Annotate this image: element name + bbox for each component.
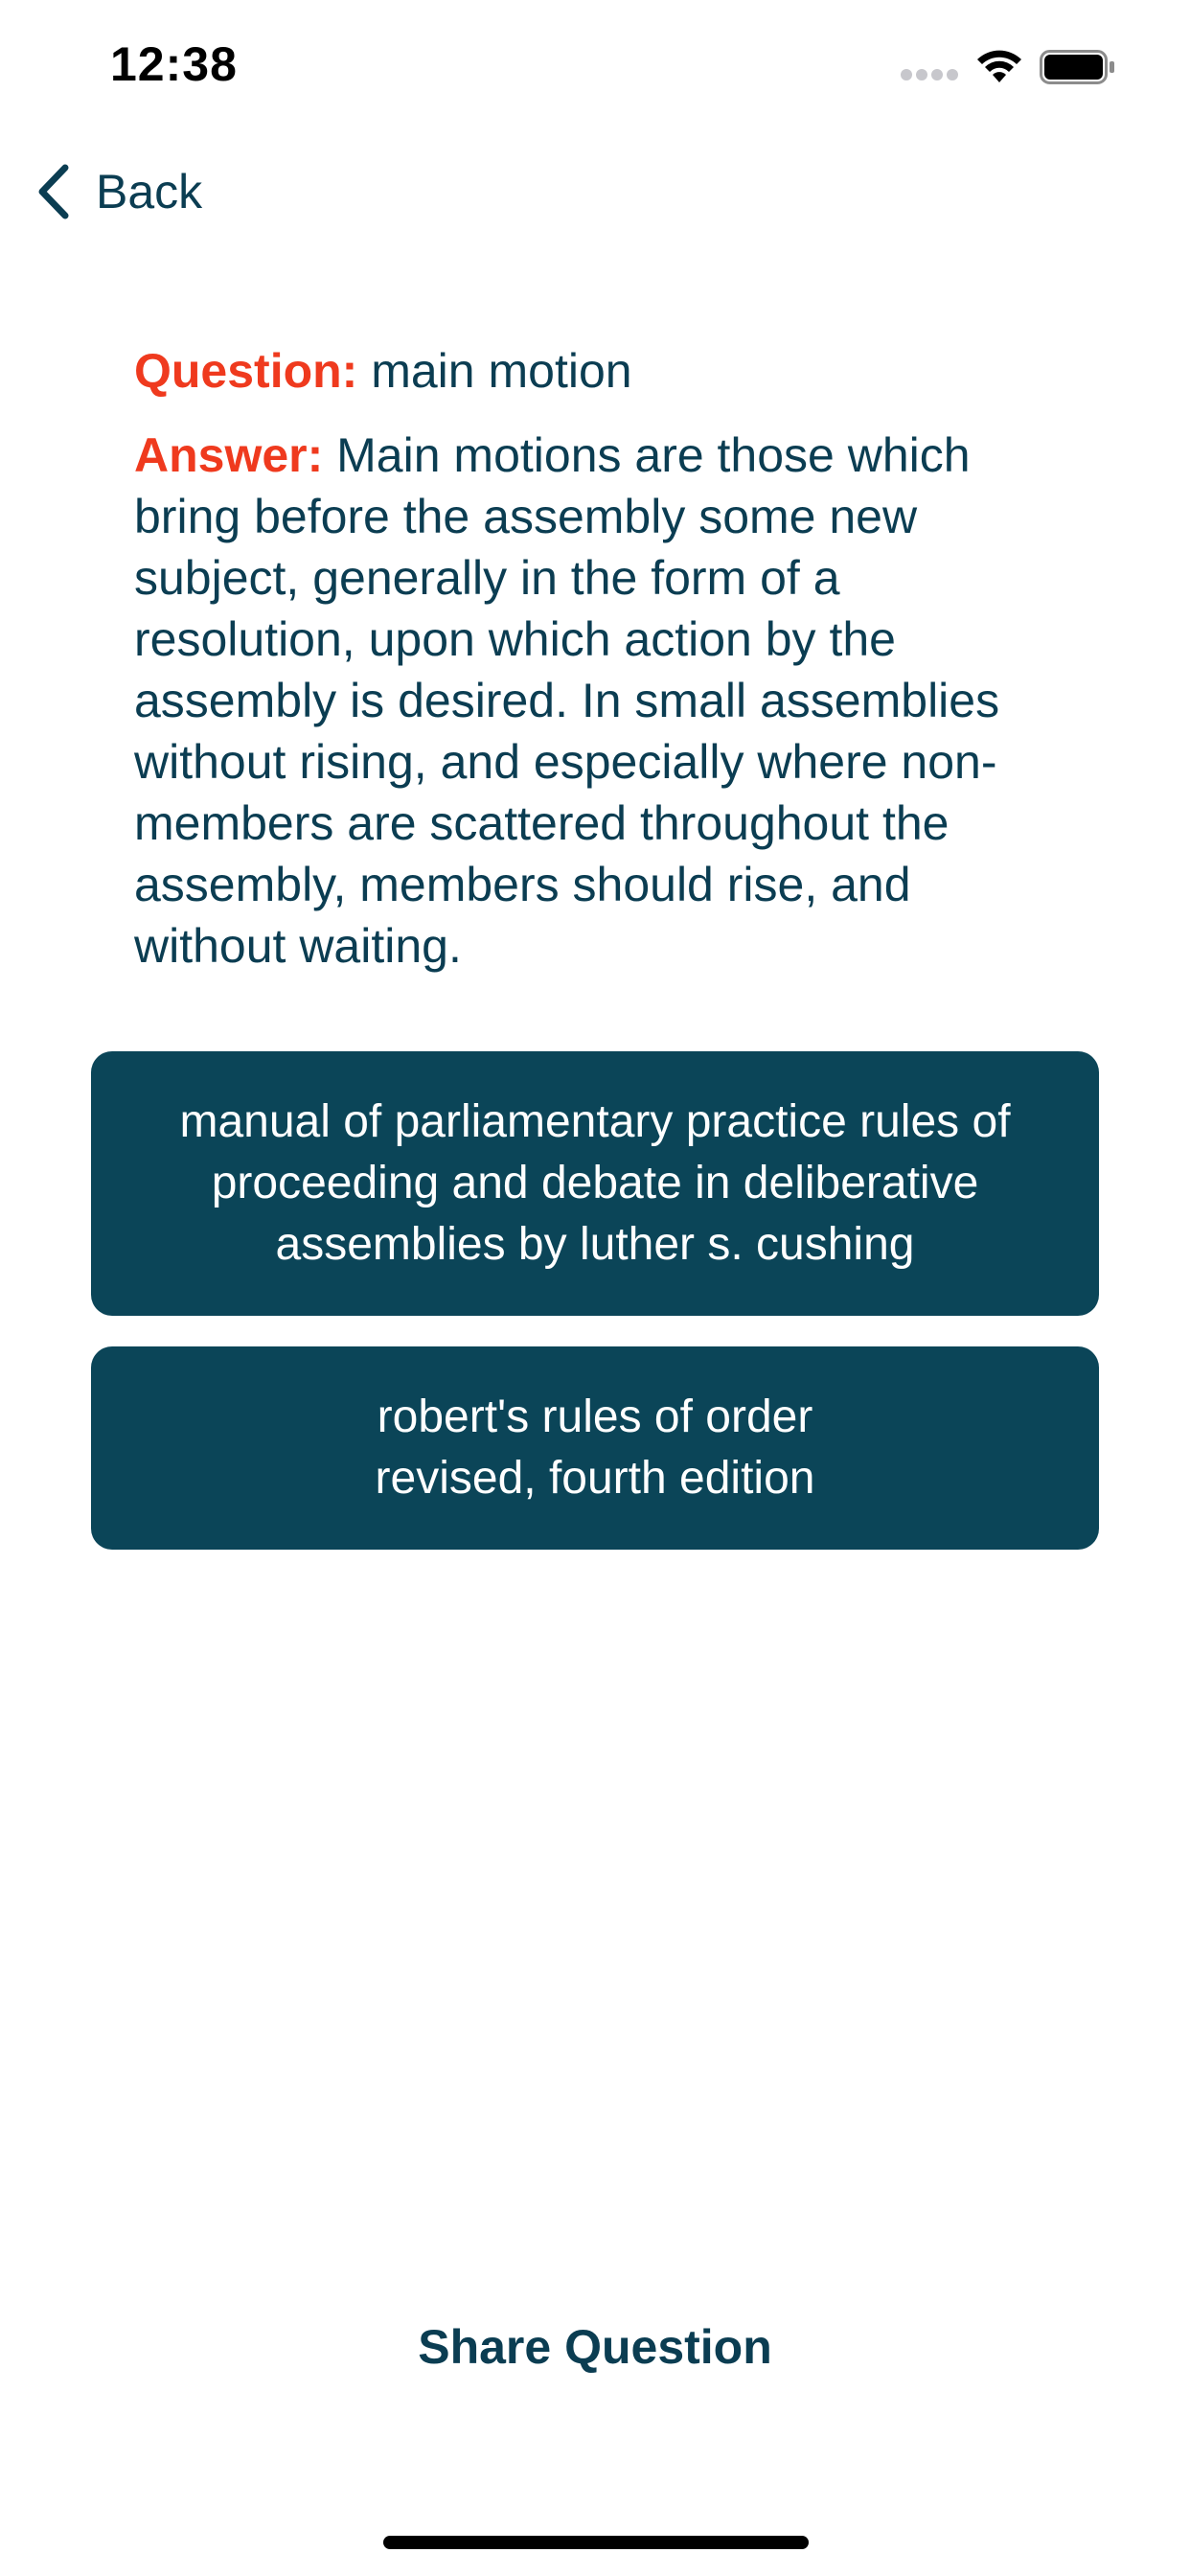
answer-line [134, 425, 1025, 977]
back-button[interactable] [34, 158, 202, 225]
question-label: Question: [134, 344, 358, 398]
chevron-left-icon [34, 162, 73, 221]
back-label: Back [96, 165, 203, 218]
status-time: 12:38 [110, 37, 238, 91]
answer-text: Main motions are those which bring before the assembly some new subject, generally in the form of a resolution, upon which action by the assembly is desired. In small assemblies without rising, and especially where non-members are scattered throughout the assembly, members should rise, and without waiting. [134, 428, 1000, 973]
home-indicator [383, 2536, 809, 2549]
source-button-cushing-manual[interactable]: manual of parliamentary practice rules of proceeding and debate in deliberative assemblies by luther s. cushing [91, 1051, 1099, 1316]
qa-block [134, 340, 1025, 1000]
answer-label: Answer: [134, 428, 324, 482]
source-button-roberts-rules[interactable]: robert's rules of order revised, fourth edition [91, 1346, 1099, 1550]
signal-icon [901, 69, 958, 82]
battery-icon [1040, 50, 1116, 84]
share-question-button[interactable]: Share Question [418, 2320, 772, 2374]
question-text: main motion [357, 344, 632, 398]
status-bar [0, 0, 1190, 134]
question-line [134, 340, 1025, 402]
wifi-icon [975, 48, 1023, 84]
